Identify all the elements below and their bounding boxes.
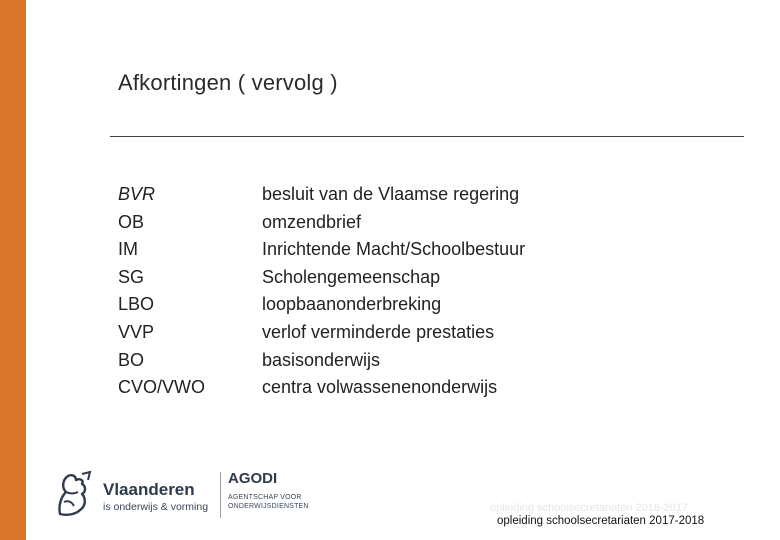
abbreviation-item: VVP xyxy=(118,321,155,342)
definition-item: Inrichtende Macht/Schoolbestuur xyxy=(262,239,526,260)
logo-vlaanderen-subtitle: is onderwijs & vorming xyxy=(103,501,209,513)
footer-text-ghost: opleiding schoolsecretariaten 2016-2017 xyxy=(490,502,689,514)
abbreviation-list xyxy=(118,181,205,402)
abbreviation-item: CVO/VWO xyxy=(118,377,206,398)
definition-item: loopbaanonderbreking xyxy=(262,294,442,315)
definition-item: basisonderwijs xyxy=(262,349,381,370)
logo-agodi: AGODI xyxy=(228,470,278,487)
definition-item: verlof verminderde prestaties xyxy=(262,321,495,342)
abbreviation-item: OB xyxy=(118,211,145,232)
flemish-lion-icon xyxy=(52,470,96,518)
logo-agodi-subtitle: AGENTSCHAP VOOR ONDERWIJSDIENSTEN xyxy=(228,494,309,510)
logo-separator xyxy=(220,472,221,518)
definition-item: Scholengemeenschap xyxy=(262,266,441,287)
abbreviation-item: SG xyxy=(118,266,145,287)
definition-item: besluit van de Vlaamse regering xyxy=(262,184,520,204)
footer-text: opleiding schoolsecretariaten 2017-2018 xyxy=(497,515,705,527)
logo-vlaanderen: Vlaanderen xyxy=(103,480,195,499)
abbreviation-item: BVR xyxy=(118,184,156,204)
definition-item: omzendbrief xyxy=(262,211,362,232)
abbreviation-item: IM xyxy=(118,239,138,260)
slide-title: Afkortingen ( vervolg ) xyxy=(118,70,338,95)
definition-item: centra volwassenenonderwijs xyxy=(262,377,498,398)
definition-list xyxy=(262,181,525,402)
title-divider xyxy=(110,136,744,137)
accent-sidebar xyxy=(0,0,26,540)
abbreviation-item: BO xyxy=(118,349,145,370)
abbreviation-item: LBO xyxy=(118,294,155,315)
